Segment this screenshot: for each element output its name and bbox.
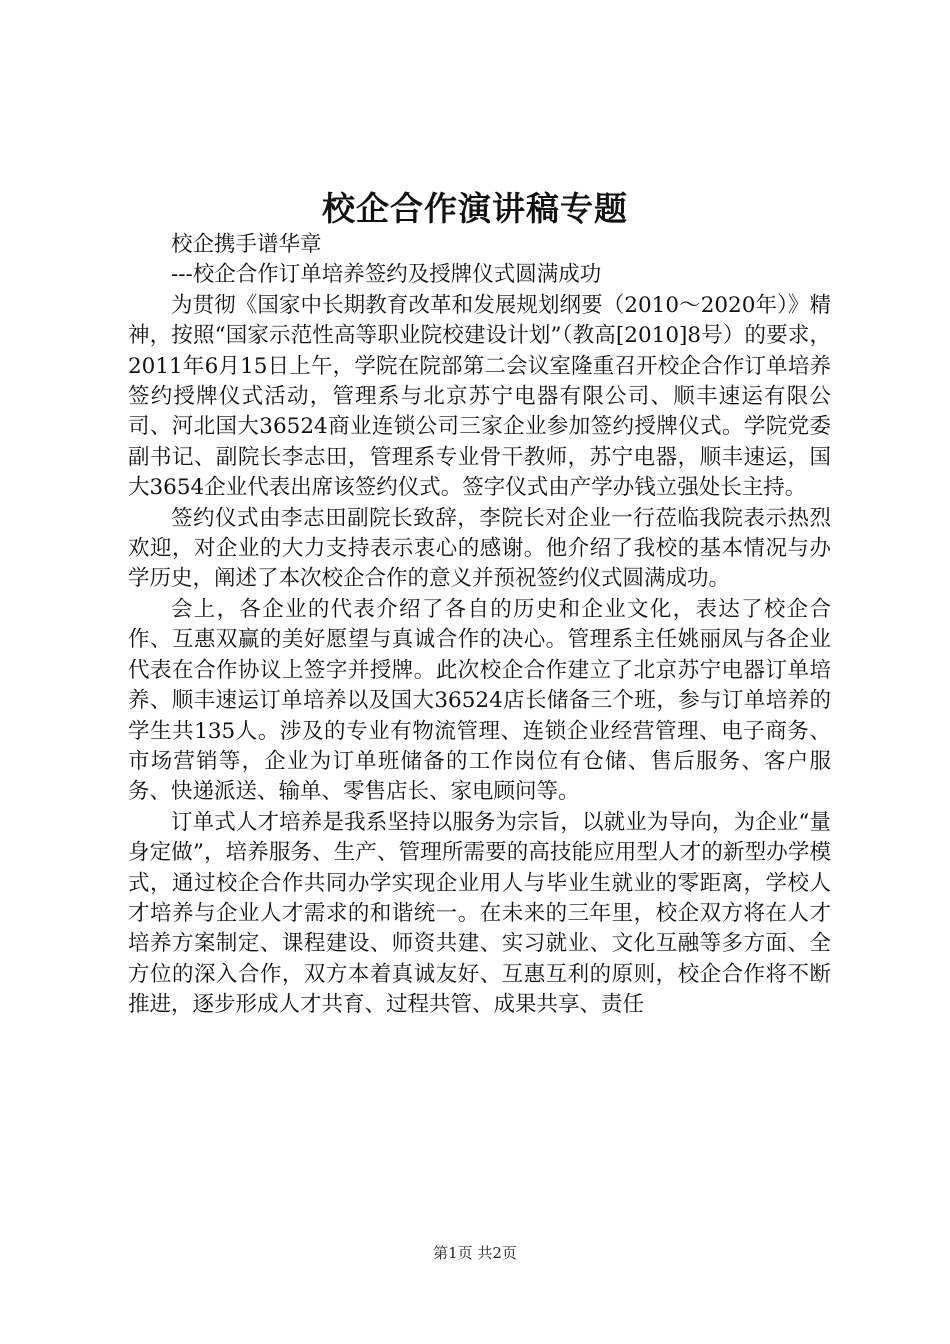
body-paragraph: 会上，各企业的代表介绍了各自的历史和企业文化，表达了校企合作、互惠双赢的美好愿望与真诚合作的决心。管理系主任姚丽凤与各企业代表在合作协议上签字并授牌。此次校企合作建立了北京苏宁电器订单培养、顺丰速运订单培养以及国大36524店长储备三个班，参与订单培养的学生共135人。涉及的专业有物流管理、连锁企业经营管理、电子商务、市场营销等，企业为订单班储备的工作岗位有仓储、售后服务、客户服务、快递派送、输单、零售店长、家电顾问等。 xyxy=(128,596,831,805)
page-number-footer: 第1页 共2页 xyxy=(433,1244,517,1262)
subheading-line: ---校企合作订单培养签约及授牌仪式圆满成功 xyxy=(171,262,602,288)
body-paragraph: 为贯彻《国家中长期教育改革和发展规划纲要（2010～2020年）》精神，按照“国家示范性高等职业院校建设计划”（教高[2010]8号）的要求，2011年6月15日上午，学院在院部第二会议室隆重召开校企合作订单培养签约授牌仪式活动，管理系与北京苏宁电器有限公司、顺丰速运有限公司、河北国大36524商业连锁公司三家企业参加签约授牌仪式。学院党委副书记、副院长李志田，管理系专业骨干教师，苏宁电器，顺丰速运，国大3654企业代表出席该签约仪式。签字仪式由产学办钱立强处长主持。 xyxy=(128,292,831,501)
body-paragraph: 订单式人才培养是我系坚持以服务为宗旨，以就业为导向，为企业“量身定做”，培养服务、生产、管理所需要的高技能应用型人才的新型办学模式，通过校企合作共同办学实现企业用人与毕业生就业的零距离，学校人才培养与企业人才需求的和谐统一。在未来的三年里，校企双方将在人才培养方案制定、课程建设、师资共建、实习就业、文化互融等多方面、全方位的深入合作，双方本着真诚友好、互惠互利的原则，校企合作将不断推进，逐步形成人才共育、过程共管、成果共享、责任 xyxy=(128,809,831,1018)
subtitle-line: 校企携手谱华章 xyxy=(171,232,322,257)
body-paragraph: 签约仪式由李志田副院长致辞，李院长对企业一行莅临我院表示热烈欢迎，对企业的大力支持表示衷心的感谢。他介绍了我校的基本情况与办学历史，阐述了本次校企合作的意义并预祝签约仪式圆满成功。 xyxy=(128,505,831,592)
document-title: 校企合作演讲稿专题 xyxy=(322,189,628,228)
document-body xyxy=(128,230,831,1021)
